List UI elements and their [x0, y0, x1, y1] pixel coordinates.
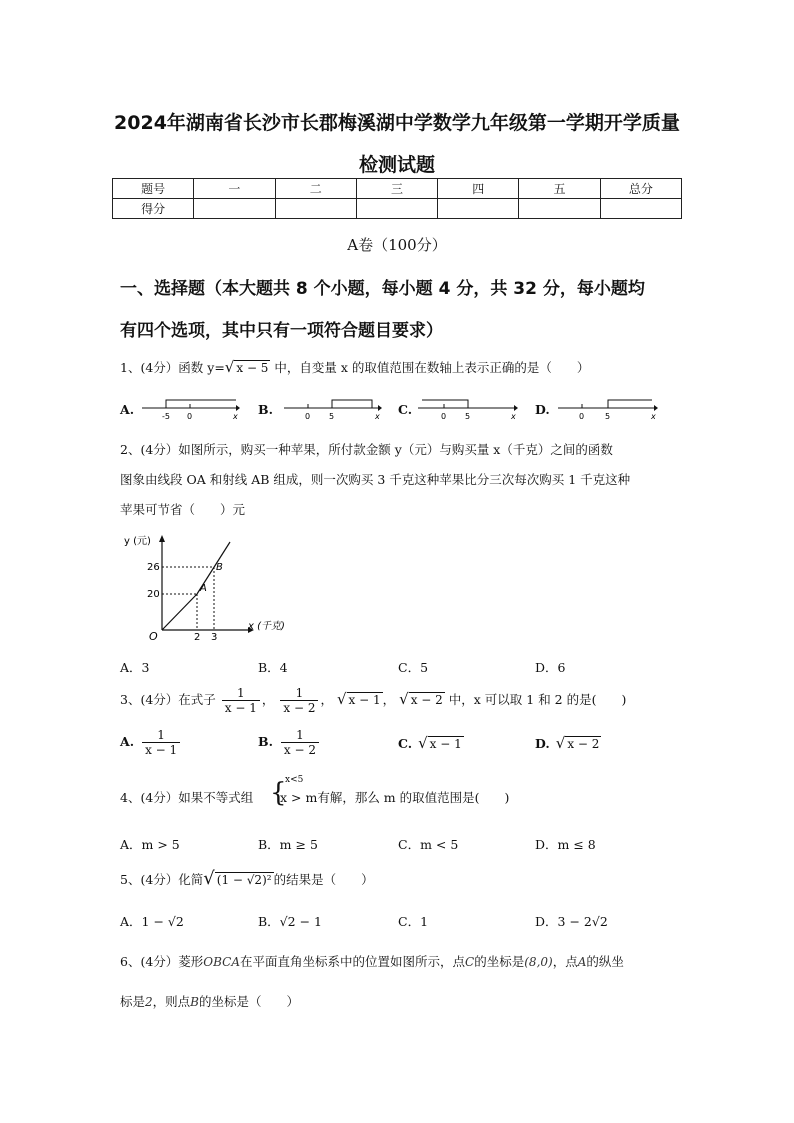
- q1-b-label-5: 5: [329, 412, 335, 421]
- q2-x-axis-label: x (千克): [248, 621, 285, 632]
- q3-frac2: $\frac{1}{x - 2}$: [280, 686, 318, 715]
- score-cell: [194, 199, 275, 219]
- q3-option-a[interactable]: A. $\frac{1}{x - 1}$: [120, 728, 182, 757]
- q1-option-b-label[interactable]: B.: [258, 402, 273, 417]
- q2-point-b-label: B: [216, 562, 223, 573]
- score-cell: 二: [275, 179, 356, 199]
- q2-stem-line2: 图象由线段 OA 和射线 AB 组成，则一次购买 3 千克这种苹果比分三次每次购买 1 千克这种: [120, 472, 631, 487]
- score-cell: [275, 199, 356, 219]
- q5-option-d[interactable]: D．3 − 2√2: [535, 914, 608, 929]
- q4-brace: {: [270, 778, 287, 808]
- score-table-header-row: [113, 179, 682, 199]
- q1-stem: [120, 358, 589, 376]
- score-cell: 一: [194, 179, 275, 199]
- q1-d-label-0: 0: [579, 412, 585, 421]
- q5-sqrt: √ (1 − √2)²: [203, 868, 272, 889]
- q3-sqrt2: √ x − 2: [399, 690, 443, 708]
- q1-c-label-x: x: [511, 412, 516, 421]
- q1-option-a-label[interactable]: A.: [120, 402, 135, 417]
- q4-prefix: 4、(4分）如果不等式组: [120, 790, 254, 805]
- q1-option-c-numberline[interactable]: [416, 394, 520, 422]
- q1-prefix: 1、(4分）函数 y=: [120, 360, 225, 375]
- q1-radicand: x − 5: [236, 361, 269, 375]
- q2-option-a[interactable]: A．3: [120, 660, 150, 675]
- q2-x-tick-3: 3: [211, 632, 218, 642]
- doc-title-line1: 2024年湖南省长沙市长郡梅溪湖中学数学九年级第一学期开学质量: [114, 112, 680, 134]
- q2-graph: [118, 530, 303, 642]
- q3-frac1: $\frac{1}{x - 1}$: [222, 686, 260, 715]
- q2-y-axis-label: y (元): [124, 536, 151, 547]
- q5-option-b[interactable]: B．√2 − 1: [258, 914, 322, 929]
- q6-stem-line2: 标是2，则点B的坐标是（ ）: [120, 994, 300, 1009]
- q2-option-b[interactable]: B．4: [258, 660, 288, 675]
- q3-option-d[interactable]: D. √ x − 2: [535, 734, 600, 752]
- score-cell: 四: [438, 179, 519, 199]
- q4-stem: [120, 788, 253, 806]
- q2-origin-label: O: [149, 630, 158, 642]
- q2-point-a-label: A: [200, 583, 207, 594]
- score-cell: 得分: [113, 199, 194, 219]
- q4-option-c[interactable]: C．m < 5: [398, 837, 459, 852]
- q2-option-c[interactable]: C．5: [398, 660, 429, 675]
- q1-option-d-numberline[interactable]: [556, 394, 660, 422]
- q4-ineq2-and-suffix: x > m有解，那么 m 的取值范围是( ): [280, 790, 510, 805]
- q1-option-c-label[interactable]: C.: [398, 402, 413, 417]
- q2-y-tick-26: 26: [147, 562, 160, 573]
- q1-option-a-numberline[interactable]: [140, 394, 240, 422]
- q1-d-label-5: 5: [605, 412, 611, 421]
- q4-ineq1: x<5: [285, 775, 304, 785]
- q6-stem-line1: 6、(4分）菱形OBCA在平面直角坐标系中的位置如图所示，点C的坐标是(8,0)，点A的纵坐: [120, 954, 624, 969]
- q1-d-label-x: x: [651, 412, 656, 421]
- q5-stem: 5、(4分）化简√ (1 − √2)² 的结果是（ ）: [120, 868, 374, 889]
- q3-sqrt1: √ x − 1: [336, 690, 381, 708]
- doc-title-line2: 检测试题: [358, 154, 435, 176]
- q2-segment-oa: [162, 594, 197, 630]
- score-cell: [356, 199, 437, 219]
- q1-a-label-x: x: [233, 412, 238, 421]
- score-cell: [519, 199, 600, 219]
- q5-option-c[interactable]: C．1: [398, 914, 429, 929]
- score-cell: 五: [519, 179, 600, 199]
- score-cell: 总分: [600, 179, 681, 199]
- q1-a-label-minus5: -5: [162, 412, 170, 421]
- q2-stem-line3: 苹果可节省（ ）元: [120, 502, 246, 517]
- score-table: [112, 178, 682, 219]
- score-table-score-row: [113, 199, 682, 219]
- q2-stem-line1: 2、(4分）如图所示，购买一种苹果，所付款金额 y（元）与购买量 x（千克）之间的函数: [120, 442, 613, 457]
- q1-sqrt: √ x − 5: [224, 358, 269, 376]
- section1-heading-line1: 一、选择题（本大题共 8 个小题，每小题 4 分，共 32 分，每小题均: [120, 279, 645, 299]
- q2-option-d[interactable]: D．6: [535, 660, 566, 675]
- q1-a-label-0: 0: [187, 412, 193, 421]
- score-cell: 三: [356, 179, 437, 199]
- q5-option-a[interactable]: A．1 − √2: [120, 914, 184, 929]
- q1-suffix: 中，自变量 x 的取值范围在数轴上表示正确的是（ ）: [270, 360, 590, 375]
- q1-b-label-0: 0: [305, 412, 311, 421]
- q1-option-b-numberline[interactable]: [282, 394, 382, 422]
- score-cell: 题号: [113, 179, 194, 199]
- q1-b-label-x: x: [375, 412, 380, 421]
- q2-y-tick-20: 20: [147, 589, 160, 600]
- q4-option-a[interactable]: A．m > 5: [120, 837, 180, 852]
- q3-prefix: 3、(4分）在式子: [120, 692, 216, 707]
- section1-heading-line2: 有四个选项，其中只有一项符合题目要求）: [120, 321, 443, 341]
- q3-stem: 3、(4分）在式子 $\frac{1}{x - 1}$ ， $\frac{1}{x - 2}$ ， √ x − 1 ， √ x − 2 中，x 可以取 1 和 2 的是( ): [120, 686, 627, 715]
- q3-suffix: 中，x 可以取 1 和 2 的是( ): [448, 692, 627, 707]
- q1-c-label-0: 0: [441, 412, 447, 421]
- volume-heading: A卷（100分）: [347, 236, 447, 254]
- q2-x-tick-2: 2: [194, 632, 201, 642]
- q4-option-b[interactable]: B．m ≥ 5: [258, 837, 318, 852]
- q3-option-c[interactable]: C. √ x − 1: [398, 734, 462, 752]
- q4-option-d[interactable]: D．m ≤ 8: [535, 837, 596, 852]
- score-cell: [438, 199, 519, 219]
- q1-option-d-label[interactable]: D.: [535, 402, 550, 417]
- q1-c-label-5: 5: [465, 412, 471, 421]
- score-cell: [600, 199, 681, 219]
- q3-option-b[interactable]: B. $\frac{1}{x - 2}$: [258, 728, 321, 757]
